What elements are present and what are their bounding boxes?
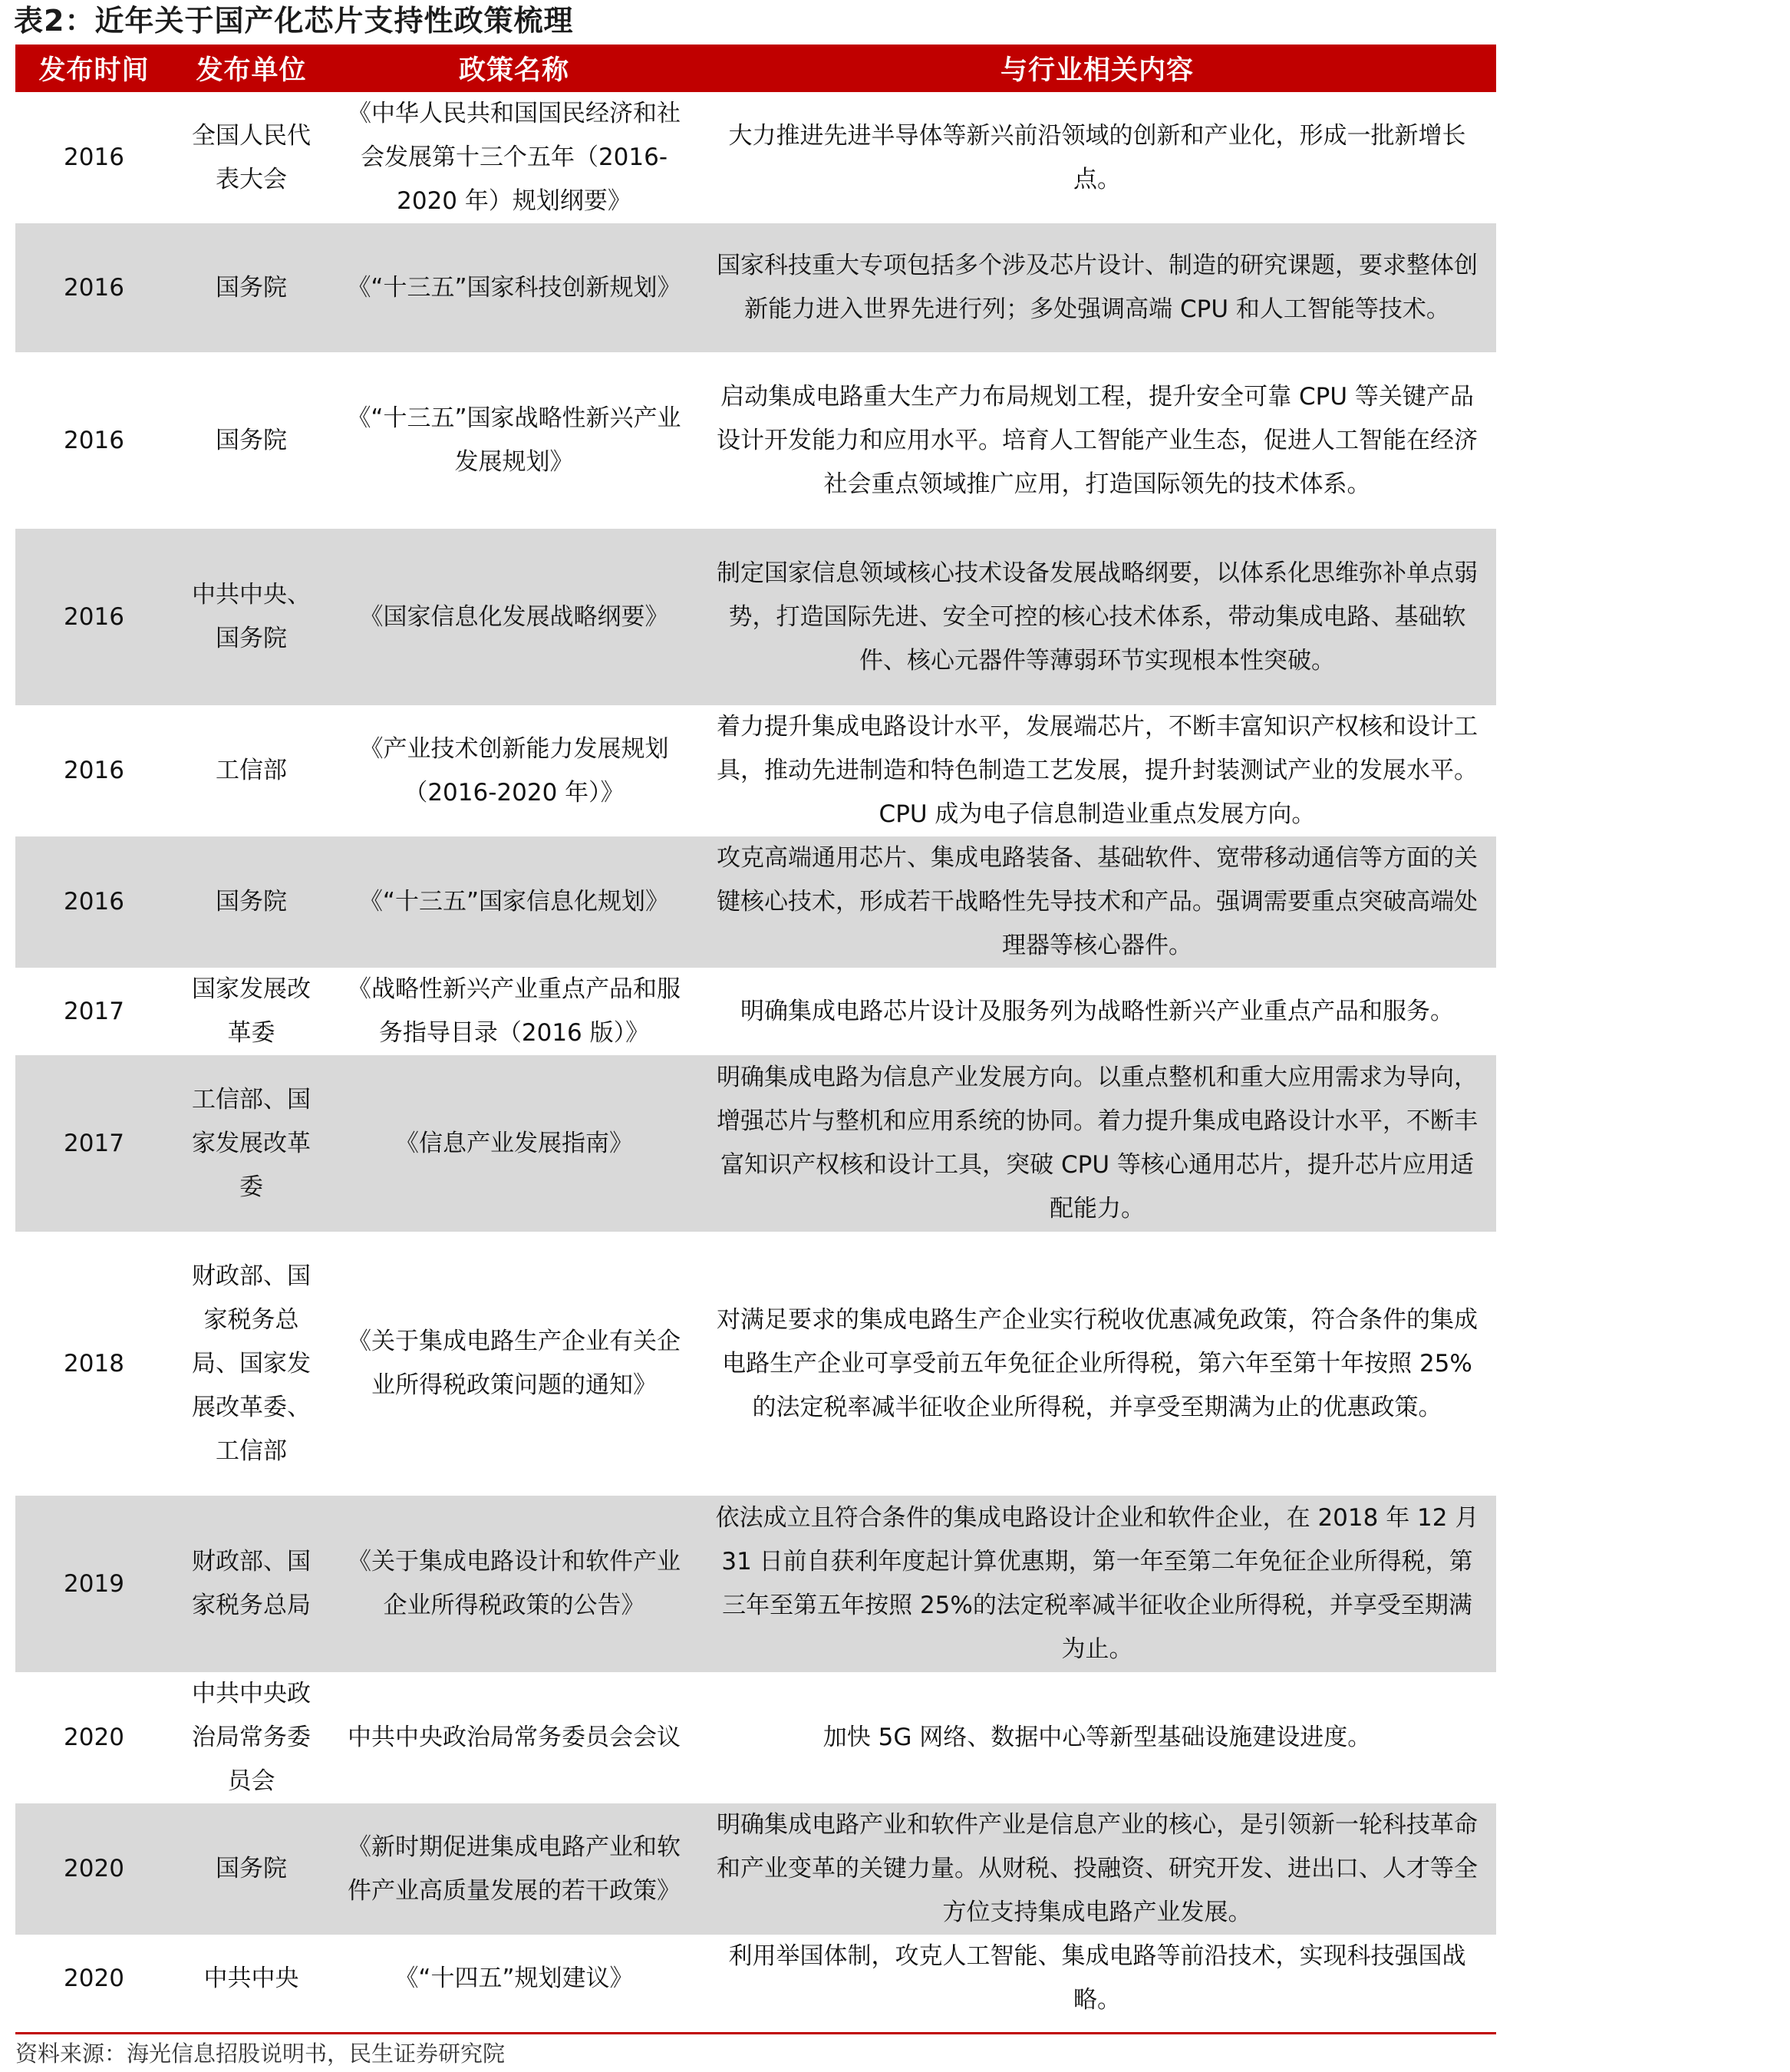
source-note: 资料来源：海光信息招股说明书，民生证券研究院 bbox=[15, 2041, 506, 2067]
cell-issuer: 国务院 bbox=[216, 426, 287, 454]
table-row bbox=[15, 836, 1496, 968]
cell-policy-name: 《关于集成电路设计和软件产业企业所得税政策的公告》 bbox=[330, 1496, 698, 1672]
table-row bbox=[15, 1803, 1496, 1935]
table-row bbox=[15, 223, 1496, 352]
cell-policy-name: 《“十三五”国家科技创新规划》 bbox=[330, 223, 698, 352]
cell-issuer: 国务院 bbox=[173, 836, 330, 968]
cell-issuer: 财政部、国家税务总局 bbox=[173, 1496, 330, 1672]
cell-time: 2016 bbox=[64, 144, 124, 171]
header-content: 与行业相关内容 bbox=[698, 45, 1496, 92]
cell-time: 2016 bbox=[64, 757, 124, 784]
table-row bbox=[15, 1496, 1496, 1672]
table-row bbox=[15, 705, 1496, 836]
cell-content: 大力推进先进半导体等新兴前沿领域的创新和产业化，形成一批新增长点。 bbox=[728, 121, 1466, 193]
cell-policy-name: 《新时期促进集成电路产业和软件产业高质量发展的若干政策》 bbox=[330, 1803, 698, 1935]
table-row bbox=[15, 92, 1496, 223]
cell-policy-name: 《国家信息化发展战略纲要》 bbox=[330, 529, 698, 705]
cell-issuer: 国家发展改革委 bbox=[192, 975, 311, 1047]
cell-issuer: 全国人民代表大会 bbox=[192, 121, 311, 193]
cell-issuer: 工信部 bbox=[216, 757, 287, 784]
cell-policy-name: 《“十四五”规划建议》 bbox=[394, 1964, 634, 1992]
cell-time: 2020 bbox=[64, 1964, 124, 1992]
cell-issuer: 工信部、国家发展改革委 bbox=[173, 1055, 330, 1232]
table-row bbox=[15, 1055, 1496, 1232]
cell-policy-name: 《“十三五”国家战略性新兴产业发展规划》 bbox=[347, 404, 681, 476]
table-row bbox=[15, 1232, 1496, 1496]
cell-time: 2017 bbox=[64, 997, 124, 1025]
cell-time: 2016 bbox=[15, 836, 173, 968]
table-row bbox=[15, 352, 1496, 529]
cell-content: 利用举国体制，攻克人工智能、集成电路等前沿技术，实现科技强国战略。 bbox=[728, 1942, 1466, 2014]
table-header-row bbox=[15, 45, 1496, 92]
cell-time: 2016 bbox=[15, 223, 173, 352]
cell-content: 加快 5G 网络、数据中心等新型基础设施建设进度。 bbox=[822, 1724, 1372, 1751]
cell-content: 对满足要求的集成电路生产企业实行税收优惠减免政策，符合条件的集成电路生产企业可享受前五年免征企业所得税，第六年至第十年按照 25%的法定税率减半征收企业所得税，并享受至期满为止的优惠政策。 bbox=[717, 1305, 1478, 1421]
cell-content: 国家科技重大专项包括多个涉及芯片设计、制造的研究课题，要求整体创新能力进入世界先进行列；多处强调高端 CPU 和人工智能等技术。 bbox=[698, 223, 1496, 352]
cell-content: 明确集成电路为信息产业发展方向。以重点整机和重大应用需求为导向，增强芯片与整机和应用系统的协同。着力提升集成电路设计水平，不断丰富知识产权核和设计工具，突破 CPU 等核心通用芯片，提升芯片应用适配能力。 bbox=[698, 1055, 1496, 1232]
cell-time: 2017 bbox=[15, 1055, 173, 1232]
cell-content: 着力提升集成电路设计水平，发展端芯片，不断丰富知识产权核和设计工具，推动先进制造和特色制造工艺发展，提升封装测试产业的发展水平。CPU 成为电子信息制造业重点发展方向。 bbox=[717, 713, 1478, 828]
cell-issuer: 中共中央、国务院 bbox=[173, 529, 330, 705]
cell-policy-name: 《关于集成电路生产企业有关企业所得税政策问题的通知》 bbox=[348, 1328, 681, 1399]
cell-time: 2016 bbox=[64, 426, 124, 454]
cell-time: 2019 bbox=[15, 1496, 173, 1672]
cell-content: 明确集成电路产业和软件产业是信息产业的核心，是引领新一轮科技革命和产业变革的关键力量。从财税、投融资、研究开发、进出口、人才等全方位支持集成电路产业发展。 bbox=[698, 1803, 1496, 1935]
bottom-rule bbox=[15, 2032, 1496, 2034]
cell-content: 攻克高端通用芯片、集成电路装备、基础软件、宽带移动通信等方面的关键核心技术，形成若干战略性先导技术和产品。强调需要重点突破高端处理器等核心器件。 bbox=[698, 836, 1496, 968]
policy-table bbox=[15, 45, 1496, 2022]
header-name: 政策名称 bbox=[330, 45, 698, 92]
table-row bbox=[15, 1672, 1496, 1803]
header-time: 发布时间 bbox=[15, 45, 173, 92]
cell-policy-name: 中共中央政治局常务委员会会议 bbox=[348, 1724, 681, 1751]
cell-time: 2020 bbox=[15, 1803, 173, 1935]
table-row bbox=[15, 529, 1496, 705]
cell-issuer: 国务院 bbox=[173, 223, 330, 352]
cell-policy-name: 《“十三五”国家信息化规划》 bbox=[330, 836, 698, 968]
cell-time: 2020 bbox=[64, 1724, 124, 1751]
cell-content: 制定国家信息领域核心技术设备发展战略纲要，以体系化思维弥补单点弱势，打造国际先进、安全可控的核心技术体系，带动集成电路、基础软件、核心元器件等薄弱环节实现根本性突破。 bbox=[698, 529, 1496, 705]
cell-policy-name: 《战略性新兴产业重点产品和服务指导目录（2016 版）》 bbox=[348, 975, 681, 1047]
cell-time: 2016 bbox=[15, 529, 173, 705]
cell-policy-name: 《产业技术创新能力发展规划（2016-2020 年）》 bbox=[359, 734, 669, 807]
table-title: 表2：近年关于国产化芯片支持性政策梳理 bbox=[14, 4, 574, 38]
header-issuer: 发布单位 bbox=[173, 45, 330, 92]
cell-issuer: 中共中央政治局常务委员会 bbox=[192, 1680, 311, 1795]
cell-issuer: 财政部、国家税务总局、国家发展改革委、工信部 bbox=[192, 1262, 311, 1465]
cell-time: 2018 bbox=[64, 1349, 124, 1377]
cell-content: 明确集成电路芯片设计及服务列为战略性新兴产业重点产品和服务。 bbox=[740, 997, 1454, 1025]
cell-content: 依法成立且符合条件的集成电路设计企业和软件企业，在 2018 年 12 月 31 日前自获利年度起计算优惠期，第一年至第二年免征企业所得税，第三年至第五年按照 25%的法定税率减半征收企业所得税，并享受至期满为止。 bbox=[698, 1496, 1496, 1672]
cell-policy-name: 《信息产业发展指南》 bbox=[330, 1055, 698, 1232]
table-row bbox=[15, 968, 1496, 1055]
cell-content: 启动集成电路重大生产力布局规划工程，提升安全可靠 CPU 等关键产品设计开发能力和应用水平。培育人工智能产业生态，促进人工智能在经济社会重点领域推广应用，打造国际领先的技术体系。 bbox=[717, 382, 1478, 498]
cell-policy-name: 《中华人民共和国国民经济和社会发展第十三个五年（2016-2020 年）规划纲要》 bbox=[348, 100, 681, 215]
cell-issuer: 中共中央 bbox=[203, 1964, 299, 1992]
cell-issuer: 国务院 bbox=[173, 1803, 330, 1935]
table-row bbox=[15, 1935, 1496, 2022]
